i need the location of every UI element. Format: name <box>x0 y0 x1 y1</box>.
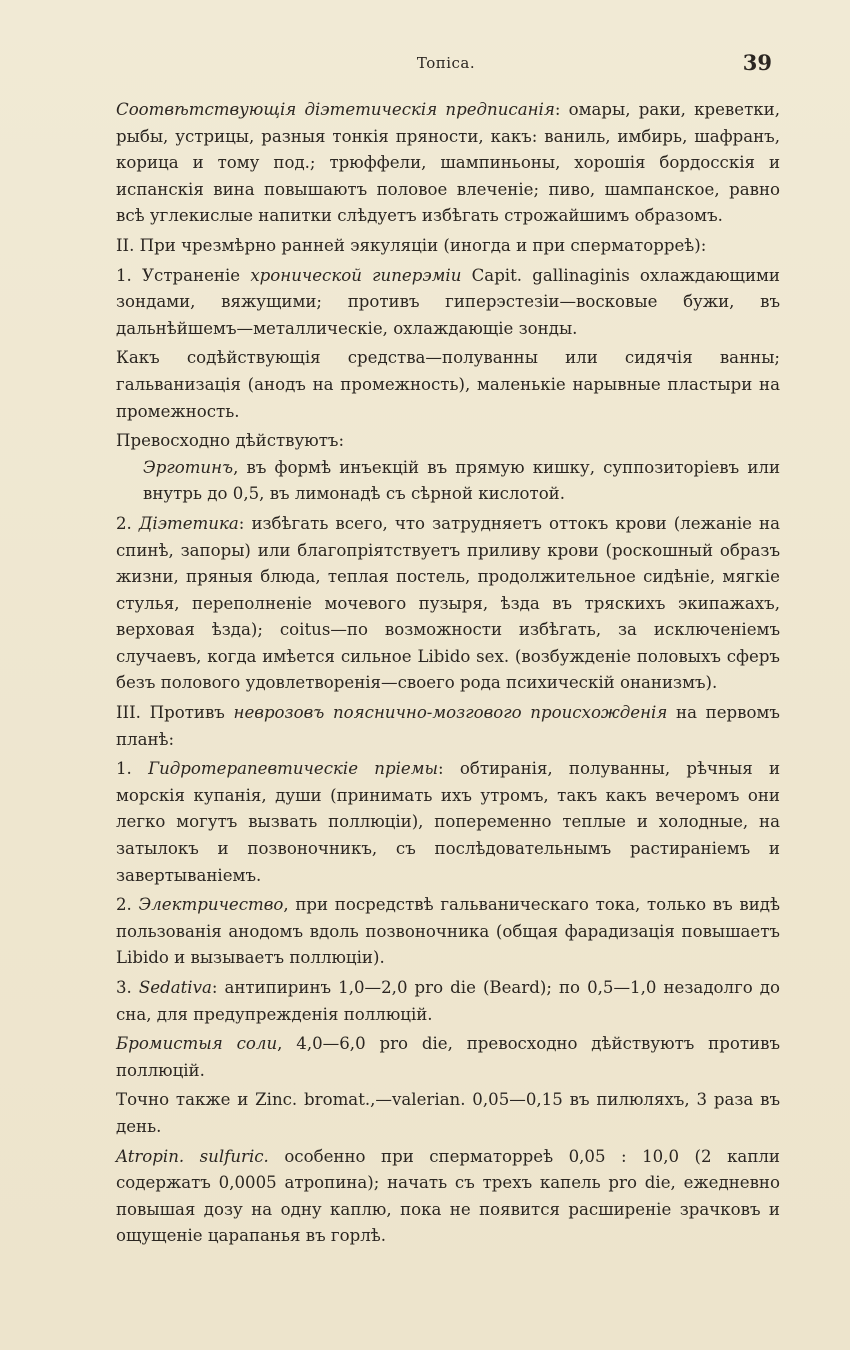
page-number: 39 <box>742 50 772 75</box>
paragraph-emphasis: хронической гиперэміи <box>250 265 462 285</box>
paragraph-zinc <box>116 1087 780 1140</box>
paragraph-sedativa <box>116 975 780 1028</box>
paragraph-text: Точно также и Zinc. bromat.,—valerian. 0,05—0,15 въ пилюляхъ, 3 раза въ день. <box>116 1090 780 1136</box>
paragraph-text: особенно при сперматорреѣ 0,05 : 10,0 (2 капли содержатъ 0,0005 атропина); начать съ трехъ капель pro die, ежедневно повышая дозу на одну каплю, пока не появится расширеніе зрачковъ и ощущеніе царапанья въ горлѣ. <box>116 1146 780 1246</box>
section-heading-iii <box>116 700 780 753</box>
page-body <box>116 97 780 1250</box>
paragraph-emphasis: неврозовъ поясничнo-мозгового происхожденія <box>233 703 668 723</box>
paragraph-excellent <box>116 428 780 455</box>
paragraph-text: : избѣгать всего, что затрудняетъ оттокъ крови (лежаніе на спинѣ, запоры) или благопріятствуетъ приливу крови (роскошный образъ жизни, пряныя блюда, теплая постель, продолжительное сидѣніе, мягкіе стулья, переполненіе мочевого пузыря, ѣзда въ тряскихъ экипажахъ, верховая ѣзда); coitus—по возможности избѣгать, за исключеніемъ случаевъ, когда имѣется сильное Libido sex. (возбужденіе половыхъ сферъ безъ полового удовлетворенія—своего рода психическій онанизмъ). <box>116 513 780 693</box>
paragraph-text: , въ формѣ инъекцій въ прямую кишку, суппозиторіевъ или внутрь до 0,5, въ лимонадѣ съ сѣрной кислотой. <box>143 457 780 504</box>
paragraph-ergotin <box>116 455 780 508</box>
paragraph-text: на первомъ планѣ: <box>116 703 780 749</box>
paragraph-auxiliary <box>116 345 780 425</box>
paragraph-text: : обтиранія, полуванны, рѣчныя и морскія купанія, души (принимать ихъ утромъ, такъ какъ вечеромъ они легко могутъ вызвать поллюціи), попеременно теплые и холодные, на затылокъ и позвоночникъ, съ послѣдовательнымъ растираніемъ и завертываніемъ. <box>116 759 781 885</box>
paragraph-lead: Соотвѣтствующія діэтетическія предписанія <box>116 100 555 119</box>
paragraph-item-2 <box>116 511 780 697</box>
paragraph-electricity <box>116 892 780 972</box>
page-header <box>116 50 776 82</box>
paragraph-text: Какъ содѣйствующія средства—полуванны или сидячія ванны; гальванизація (анодъ на промежность), маленькіе нарывные пластыри на промежность. <box>116 348 780 421</box>
paragraph-bromides <box>116 1031 780 1084</box>
paragraph-text: 1. <box>116 759 149 779</box>
paragraph-text: 2. <box>116 895 139 915</box>
section-heading-ii <box>116 233 780 260</box>
paragraph-item-1 <box>116 263 780 343</box>
paragraph-emphasis: Гидротерапевтическіе пріемы <box>148 759 438 779</box>
paragraph-text: Capit. gallinaginis охлаждающими зондами, вяжущими; противъ гиперэстезіи—восковые бужи, въ дальнѣйшемъ—металлическіе, охлаждающіе зонды. <box>116 265 780 338</box>
paragraph-lead: Бромистыя соли <box>116 1034 278 1054</box>
paragraph-lead: Atropin. sulfuric. <box>116 1146 269 1166</box>
paragraph-text: II. При чрезмѣрно ранней эякуляціи (иногда и при сперматорреѣ): <box>116 235 707 255</box>
paragraph-hydrotherapy <box>116 756 780 889</box>
paragraph-atropin <box>116 1144 780 1250</box>
paragraph-text: Превосходно дѣйствуютъ: <box>116 431 345 451</box>
running-title: Toпica. <box>416 54 476 72</box>
paragraph-lead: Эрготинъ <box>143 457 234 477</box>
paragraph-text: , при посредствѣ гальваническаго тока, только въ видѣ пользованія анодомъ вдоль позвоночника (общая фарадизація повышаетъ Libido и вызываетъ поллюціи). <box>116 895 780 968</box>
paragraph-text: 3. <box>116 978 139 997</box>
paragraph-text: , 4,0—6,0 pro die, превосходно дѣйствуютъ противъ поллюцій. <box>116 1034 780 1080</box>
paragraph-text: : омары, раки, креветки, рыбы, устрицы, разныя тонкія пряности, какъ: ваниль, имбирь, шафранъ, корица и тому под.; трюффели, шампиньоны, хорошія бордосскія и испанскія вина повышаютъ половое влеченіе; пиво, шампанское, равно всѣ углекислые напитки слѣдуетъ избѣгать строжайшимъ образомъ. <box>116 100 780 226</box>
paragraph-emphasis: Электричество <box>138 895 284 915</box>
paragraph-emphasis: Діэтетика <box>138 513 239 533</box>
paragraph-text: 1. Устраненіе <box>116 265 251 285</box>
paragraph-text: : антипиринъ 1,0—2,0 pro die (Beard); по 0,5—1,0 незадолго до сна, для предупрежденія поллюцій. <box>116 978 781 1024</box>
paragraph-text: 2. <box>116 513 139 533</box>
paragraph-dietary <box>116 97 780 230</box>
paragraph-emphasis: Sedativa <box>138 978 212 997</box>
paragraph-text: III. Противъ <box>116 703 234 723</box>
